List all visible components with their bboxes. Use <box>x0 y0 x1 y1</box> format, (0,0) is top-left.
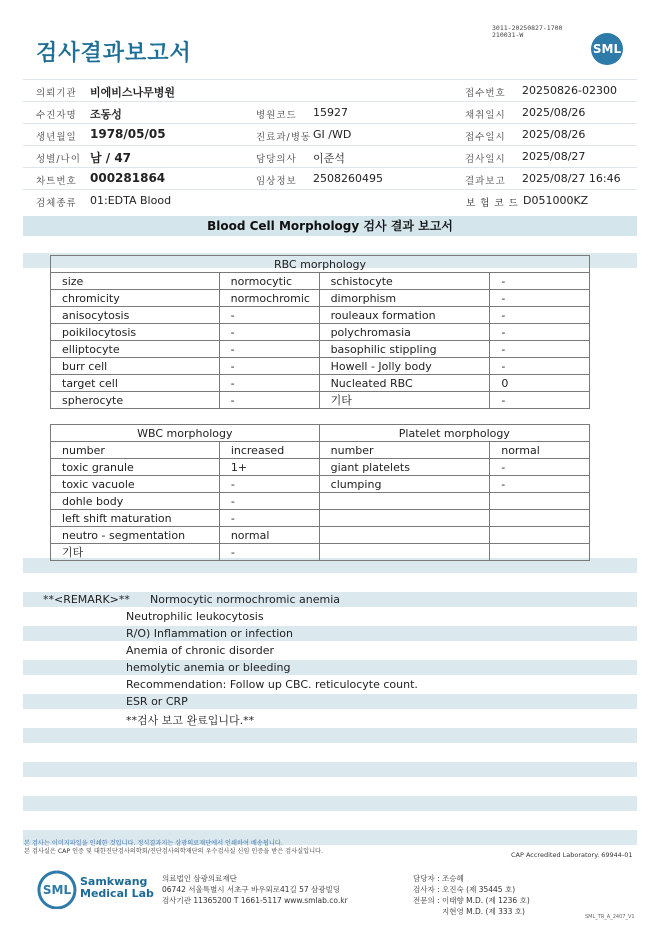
table-header-row <box>51 425 590 442</box>
requesting-org: 비에비스나무병원 <box>90 86 176 99</box>
chart-no: 000281864 <box>90 171 166 185</box>
table-cell <box>490 527 590 544</box>
table-cell: poikilocytosis <box>51 324 220 341</box>
table-cell <box>490 510 590 527</box>
table-row <box>51 273 590 290</box>
lab-address <box>162 873 348 906</box>
table-cell <box>319 544 490 561</box>
remark-line: ESR or CRP <box>126 695 188 708</box>
reception-date-label: 접수일시 <box>465 132 506 143</box>
collection-date-label: 채취일시 <box>465 110 506 121</box>
table-cell: number <box>51 442 220 459</box>
patient-name: 조동성 <box>90 108 122 121</box>
table-cell: - <box>490 392 590 409</box>
table-cell <box>490 544 590 561</box>
table-cell: increased <box>219 442 319 459</box>
table-cell: dimorphism <box>319 290 490 307</box>
table-cell: 1+ <box>219 459 319 476</box>
table-cell: dohle body <box>51 493 220 510</box>
table-cell: normocytic <box>219 273 319 290</box>
table-cell: - <box>490 290 590 307</box>
table-cell: - <box>219 341 319 358</box>
table-cell: 0 <box>490 375 590 392</box>
table-cell: burr cell <box>51 358 220 375</box>
table-cell: 기타 <box>319 392 490 409</box>
table-cell: - <box>219 544 319 561</box>
reception-date: 2025/08/26 <box>522 128 586 141</box>
wbc-platelet-table <box>50 424 590 561</box>
stripe <box>23 762 637 777</box>
table-cell: size <box>51 273 220 290</box>
reception-no: 20250826-02300 <box>522 84 617 97</box>
footer-note-2: 본 검사실은 CAP 인증 및 대한진단검사의학회/진단검사의학재단의 우수검사실 신임 인증을 받은 검사실입니다. <box>24 848 323 855</box>
table-cell <box>319 510 490 527</box>
table-cell: - <box>219 510 319 527</box>
sml-logo: SML <box>591 33 623 65</box>
table-row <box>51 527 590 544</box>
rbc-morphology-table <box>50 255 590 409</box>
table-row <box>51 290 590 307</box>
remark-line: **검사 보고 완료입니다.** <box>126 714 255 727</box>
table-cell: normochromic <box>219 290 319 307</box>
table-cell: elliptocyte <box>51 341 220 358</box>
footer-notes <box>24 840 323 856</box>
table-cell: target cell <box>51 375 220 392</box>
collection-date: 2025/08/26 <box>522 106 586 119</box>
table-row <box>51 459 590 476</box>
table-row <box>51 476 590 493</box>
requesting-org-label: 의뢰기관 <box>36 88 77 99</box>
clinical-info: 2508260495 <box>313 172 383 185</box>
reception-no-label: 접수번호 <box>465 88 506 99</box>
table-row <box>51 510 590 527</box>
table-cell: - <box>490 341 590 358</box>
table-row <box>51 544 590 561</box>
table-cell: neutro - segmentation <box>51 527 220 544</box>
dept-label: 진료과/병동 <box>256 132 312 143</box>
dob: 1978/05/05 <box>90 127 166 141</box>
table-row <box>51 324 590 341</box>
brand-name-line2: Medical Lab <box>80 887 154 900</box>
table-cell: - <box>490 324 590 341</box>
form-id: SML_TR_A_2407_V1 <box>585 914 635 920</box>
table-cell: - <box>219 476 319 493</box>
rbc-title: RBC morphology <box>51 256 590 273</box>
table-cell: - <box>490 307 590 324</box>
brand-name <box>80 876 154 900</box>
info-row <box>23 124 637 146</box>
sex-age: 남 / 47 <box>90 151 132 165</box>
stripe <box>23 796 637 811</box>
specimen: 01:EDTA Blood <box>90 194 172 207</box>
document-id-line1: 3011-20250827-1700 <box>492 24 563 32</box>
table-cell: normal <box>219 527 319 544</box>
address-line-1: 의료법인 삼광의료재단 <box>162 874 237 883</box>
table-cell: anisocytosis <box>51 307 220 324</box>
document-id-line2: 210031-W <box>492 31 524 39</box>
doctor: 이준석 <box>313 152 345 165</box>
stripe <box>23 728 637 743</box>
clinical-info-label: 임상정보 <box>256 176 297 187</box>
table-cell: - <box>219 493 319 510</box>
table-cell: rouleaux formation <box>319 307 490 324</box>
specimen-label: 검체종류 <box>36 198 77 209</box>
samkwang-logo <box>36 869 78 909</box>
address-line-3: 검사기관 11365200 T 1661-5117 www.smlab.co.kr <box>162 896 348 905</box>
test-date: 2025/08/27 <box>522 150 586 163</box>
test-date-label: 검사일시 <box>465 154 506 165</box>
table-cell: spherocyte <box>51 392 220 409</box>
table-cell: Howell - Jolly body <box>319 358 490 375</box>
info-row <box>23 79 637 102</box>
doctor-label: 담당의사 <box>256 154 297 165</box>
table-cell: - <box>219 358 319 375</box>
chart-no-label: 차트번호 <box>36 176 77 187</box>
table-cell: - <box>490 459 590 476</box>
table-cell: toxic vacuole <box>51 476 220 493</box>
document-id <box>492 25 562 39</box>
remark-line: Neutrophilic leukocytosis <box>126 610 264 623</box>
info-row <box>23 102 637 124</box>
footer-logo-text: SML <box>42 883 72 897</box>
table-cell: clumping <box>319 476 490 493</box>
table-cell: polychromasia <box>319 324 490 341</box>
info-row <box>23 146 637 168</box>
remark-label: **<REMARK>** <box>43 593 130 606</box>
insurance-code: D051000KZ <box>523 194 589 207</box>
table-cell <box>319 527 490 544</box>
staff-info <box>413 873 530 917</box>
table-cell: toxic granule <box>51 459 220 476</box>
info-row <box>23 190 637 211</box>
patient-info <box>23 79 637 211</box>
stripe <box>23 660 637 675</box>
stripe <box>23 694 637 709</box>
staff-line-3: 전문의 : 이태향 M.D. (제 1236 호) <box>413 896 530 905</box>
remark-line: Normocytic normochromic anemia <box>150 593 341 606</box>
remark-line: hemolytic anemia or bleeding <box>126 661 291 674</box>
report-date: 2025/08/27 16:46 <box>522 172 621 185</box>
sex-age-label: 성별/나이 <box>36 154 81 165</box>
report-title: 검사결과보고서 <box>36 41 192 66</box>
address-line-2: 06742 서울특별시 서초구 바우뫼로41길 57 삼광빌딩 <box>162 885 341 894</box>
table-cell: left shift maturation <box>51 510 220 527</box>
remark-line: R/O) Inflammation or infection <box>126 627 293 640</box>
table-cell: schistocyte <box>319 273 490 290</box>
table-cell: - <box>490 358 590 375</box>
table-cell: normal <box>490 442 590 459</box>
staff-line-4: 지현영 M.D. (제 333 호) <box>442 907 525 916</box>
table-cell: - <box>219 324 319 341</box>
table-row <box>51 392 590 409</box>
table-cell <box>319 493 490 510</box>
table-row <box>51 493 590 510</box>
table-cell: giant platelets <box>319 459 490 476</box>
table-row <box>51 341 590 358</box>
staff-line-1: 담당자 : 조승혜 <box>413 874 464 883</box>
table-row <box>51 375 590 392</box>
table-cell: 기타 <box>51 544 220 561</box>
stripe <box>23 626 637 641</box>
insurance-code-label: 보 험 코 드 <box>466 198 519 209</box>
section-title: Blood Cell Morphology 검사 결과 보고서 <box>23 216 637 236</box>
table-cell: number <box>319 442 490 459</box>
table-cell: basophilic stippling <box>319 341 490 358</box>
staff-line-2: 검사자 : 오진숙 (제 35445 호) <box>413 885 516 894</box>
table-cell: - <box>219 392 319 409</box>
table-row <box>51 307 590 324</box>
table-cell: - <box>219 375 319 392</box>
remark-line: Recommendation: Follow up CBC. reticulocyte count. <box>126 678 418 691</box>
wbc-title: WBC morphology <box>51 425 320 442</box>
report-date-label: 결과보고 <box>465 176 506 187</box>
dob-label: 생년월일 <box>36 132 77 143</box>
table-cell: Nucleated RBC <box>319 375 490 392</box>
table-cell: - <box>219 307 319 324</box>
dept: GI /WD <box>313 128 352 141</box>
table-cell: - <box>490 476 590 493</box>
remark-line: Anemia of chronic disorder <box>126 644 275 657</box>
platelet-title: Platelet morphology <box>319 425 589 442</box>
table-cell: - <box>490 273 590 290</box>
cap-accreditation: CAP Accredited Laboratory. 69944-01 <box>511 851 633 859</box>
table-row <box>51 358 590 375</box>
footer-note-1: 본 검사는 이미지파일을 인쇄한 것입니다. 정식결과지는 삼광의료재단에서 인쇄하여 배송됩니다. <box>24 840 283 847</box>
samkwang-logo-icon <box>36 869 78 909</box>
hospital-code: 15927 <box>313 106 348 119</box>
table-row <box>51 442 590 459</box>
table-header-row <box>51 256 590 273</box>
table-cell <box>490 493 590 510</box>
hospital-code-label: 병원코드 <box>256 110 297 121</box>
info-row <box>23 168 637 190</box>
brand-name-line1: Samkwang <box>80 875 148 888</box>
patient-name-label: 수진자명 <box>36 110 77 121</box>
table-cell: chromicity <box>51 290 220 307</box>
